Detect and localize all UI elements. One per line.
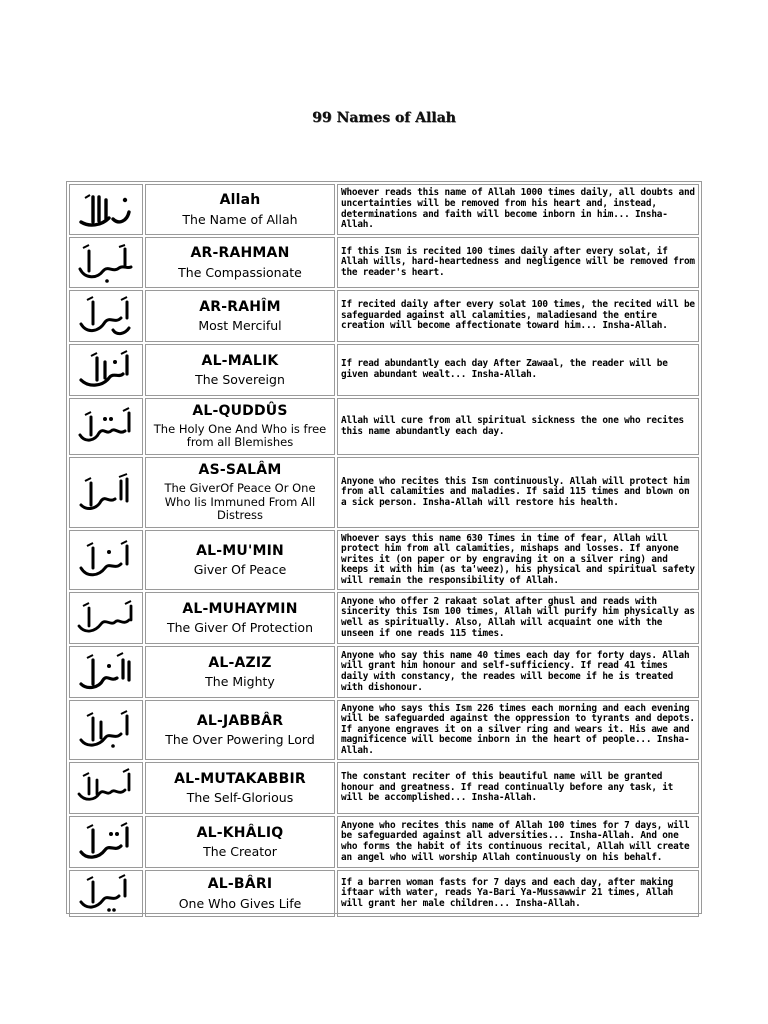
name-cell	[145, 184, 335, 235]
name-transliteration: AL-KHÂLIQ	[196, 824, 284, 841]
description-cell	[337, 816, 699, 868]
description-text: Whoever says this name 630 Times in time of fear, Allah will protect him from all calamities, mishaps and losses. If anyone writes it (on paper or by engraving it on a silver ring) and keeps it with him (as ta'weez), his physical and spiritual safety will remain the responsibility of Allah.	[341, 532, 695, 586]
name-meaning: The Giver Of Protection	[166, 620, 314, 636]
description-cell	[337, 646, 699, 698]
calligraphy-image	[69, 530, 143, 590]
name-meaning: The Name of Allah	[182, 211, 298, 227]
name-transliteration: AL-MALIK	[201, 352, 279, 369]
name-transliteration: AL-MU'MIN	[196, 542, 284, 559]
table-row	[69, 184, 699, 235]
page-title: 99 Names of Allah	[312, 110, 456, 126]
calligraphy-image	[69, 344, 143, 396]
name-transliteration: AL-BÂRI	[207, 876, 273, 893]
calligraphy-image	[69, 290, 143, 342]
description-text: Anyone who recites this Ism continuously. Allah will protect him from all calamities and maladies. If said 115 times and blown on a sick person. Insha-Allah will restore his health.	[341, 475, 690, 508]
description-cell	[337, 700, 699, 760]
name-cell	[145, 290, 335, 342]
calligraphy-image	[69, 398, 143, 455]
calligraphy-image	[69, 816, 143, 868]
description-cell	[337, 398, 699, 455]
description-cell	[337, 530, 699, 590]
table-row	[69, 700, 699, 760]
description-cell	[337, 344, 699, 396]
name-meaning: Most Merciful	[198, 318, 282, 334]
calligraphy-image	[69, 646, 143, 698]
description-text: If recited daily after every solat 100 times, the recited will be safeguarded against all calamities, maladiesand the entire creation will become affectionate toward him... Insha-Allah.	[341, 299, 695, 332]
description-text: The constant reciter of this beautiful name will be granted honour and greatness. If read continually before any task, it will be accomplished... Insha-Allah.	[341, 771, 674, 804]
name-cell	[145, 398, 335, 455]
table-row	[69, 870, 699, 917]
description-cell	[337, 762, 699, 814]
calligraphy-image	[69, 457, 143, 528]
table-row	[69, 530, 699, 590]
description-text: If read abundantly each day After Zawaal, the reader will be given abundant wealt... Insha-Allah.	[341, 358, 668, 380]
name-meaning: The Holy One And Who is free from all Blemishes	[153, 421, 327, 450]
name-meaning: The Sovereign	[195, 372, 285, 388]
name-transliteration: AR-RAHMAN	[190, 245, 290, 262]
name-transliteration: AL-JABBÂR	[196, 712, 284, 729]
name-cell	[145, 700, 335, 760]
description-text: If a barren woman fasts for 7 days and each day, after making iftaar with water, reads Ya-Bari Ya-Mussawwir 21 times, Allah will grant her male children... Insha-Allah.	[341, 876, 674, 909]
description-text: Anyone who offer 2 rakaat solat after ghusl and reads with sincerity this Ism 100 times, Allah will purify him physically as well as spiritually. Also, Allah will acquaint one with the unseen if one reads 115 times.	[341, 595, 695, 639]
description-cell	[337, 592, 699, 644]
name-cell	[145, 870, 335, 917]
calligraphy-image	[69, 237, 143, 288]
description-text: Whoever reads this name of Allah 1000 times daily, all doubts and uncertainties will be removed from his heart and, instead, determinations and faith will become inborn in him... Insha-Allah.	[341, 187, 695, 231]
description-text: Anyone who recites this name of Allah 100 times for 7 days, will be safeguarded against all adversities... Insha-Allah. And one who forms the habit of its continuous recital, Allah will create an angel who will worship Allah continuously on his behalf.	[341, 819, 690, 863]
table-row	[69, 457, 699, 528]
table-row	[69, 762, 699, 814]
name-cell	[145, 646, 335, 698]
name-cell	[145, 344, 335, 396]
name-transliteration: Allah	[219, 192, 261, 209]
name-cell	[145, 816, 335, 868]
calligraphy-image	[69, 870, 143, 917]
table-row	[69, 398, 699, 455]
table-row	[69, 290, 699, 342]
description-cell	[337, 237, 699, 288]
name-meaning: The Mighty	[205, 674, 275, 690]
table-row	[69, 816, 699, 868]
name-transliteration: AS-SALÂM	[198, 461, 282, 478]
name-transliteration: AL-QUDDÛS	[192, 402, 288, 419]
description-text: Allah will cure from all spiritual sickness the one who recites this name abundantly each day.	[341, 414, 684, 437]
calligraphy-image	[69, 592, 143, 644]
name-transliteration: AR-RAHÎM	[199, 298, 281, 315]
name-cell	[145, 530, 335, 590]
calligraphy-image	[69, 700, 143, 760]
name-meaning: One Who Gives Life	[178, 895, 302, 911]
description-cell	[337, 290, 699, 342]
name-cell	[145, 237, 335, 288]
table-row	[69, 344, 699, 396]
table-row	[69, 592, 699, 644]
name-meaning: The Self-Glorious	[186, 790, 294, 806]
calligraphy-image	[69, 184, 143, 235]
description-text: Anyone who says this Ism 226 times each morning and each evening will be safeguarded against the oppression to tyrants and depots. If anyone engraves it on a silver ring and wears it. His awe and magnificence will become inborn in the heart of people... Insha-Allah.	[341, 702, 695, 756]
description-text: If this Ism is recited 100 times daily after every solat, if Allah wills, hard-heartedness and negligence will be removed from the reader's heart.	[341, 245, 695, 278]
name-transliteration: AL-AZIZ	[208, 654, 272, 671]
name-meaning: The Creator	[203, 844, 277, 860]
table-row	[69, 646, 699, 698]
description-cell	[337, 870, 699, 917]
description-text: Anyone who say this name 40 times each day for forty days. Allah will grant him honour and self-sufficiency. If read 41 times daily with constancy, the reades will become if he is treated with dishonour.	[341, 649, 690, 693]
name-meaning: The GiverOf Peace Or One Who Iis Immuned From All Distress	[164, 480, 316, 523]
table-row	[69, 237, 699, 288]
name-meaning: Giver Of Peace	[193, 562, 287, 578]
description-cell	[337, 457, 699, 528]
calligraphy-image	[69, 762, 143, 814]
name-meaning: The Over Powering Lord	[165, 732, 315, 748]
name-transliteration: AL-MUHAYMIN	[182, 600, 298, 617]
names-table	[66, 181, 702, 914]
name-cell	[145, 592, 335, 644]
name-meaning: The Compassionate	[178, 264, 302, 280]
name-cell	[145, 457, 335, 528]
name-cell	[145, 762, 335, 814]
name-transliteration: AL-MUTAKABBIR	[174, 770, 306, 787]
description-cell	[337, 184, 699, 235]
